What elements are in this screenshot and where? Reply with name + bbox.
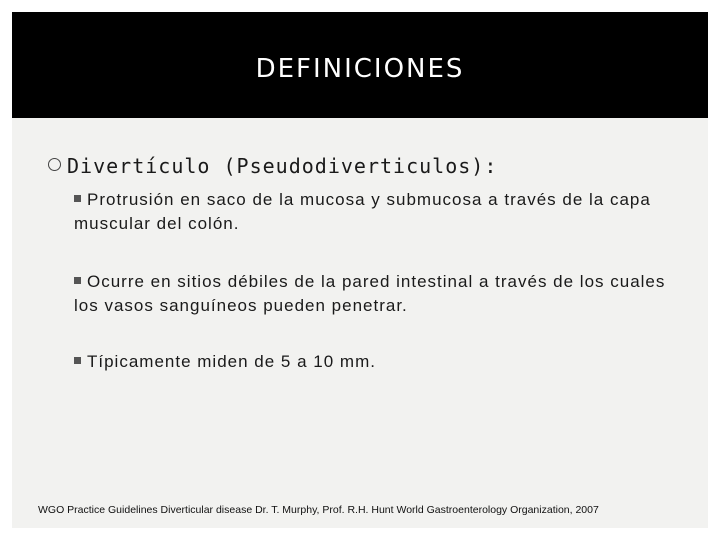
main-bullet-text: Divertículo (Pseudodiverticulos): — [67, 154, 498, 178]
sub-bullet-text: Protrusión en saco de la mucosa y submucosa a través de la capa muscular del colón. — [74, 190, 651, 233]
sub-bullet-text: Típicamente miden de 5 a 10 mm. — [87, 352, 376, 371]
title-bar — [12, 12, 708, 118]
square-bullet-icon — [74, 357, 81, 364]
main-bullet — [48, 154, 497, 178]
square-bullet-icon — [74, 277, 81, 284]
square-bullet-icon — [74, 195, 81, 202]
footer-citation: WGO Practice Guidelines Diverticular disease Dr. T. Murphy, Prof. R.H. Hunt World Gastroenterology Organization, 2007 — [38, 504, 599, 516]
sub-bullet-3 — [74, 350, 694, 374]
slide — [12, 12, 708, 528]
sub-bullet-text: Ocurre en sitios débiles de la pared intestinal a través de los cuales los vasos sanguíneos pueden penetrar. — [74, 272, 666, 315]
sub-bullet-2 — [74, 270, 694, 318]
slide-title: DEFINICIONES — [255, 54, 465, 84]
circle-bullet-icon — [48, 158, 61, 171]
sub-bullet-1 — [74, 188, 694, 236]
